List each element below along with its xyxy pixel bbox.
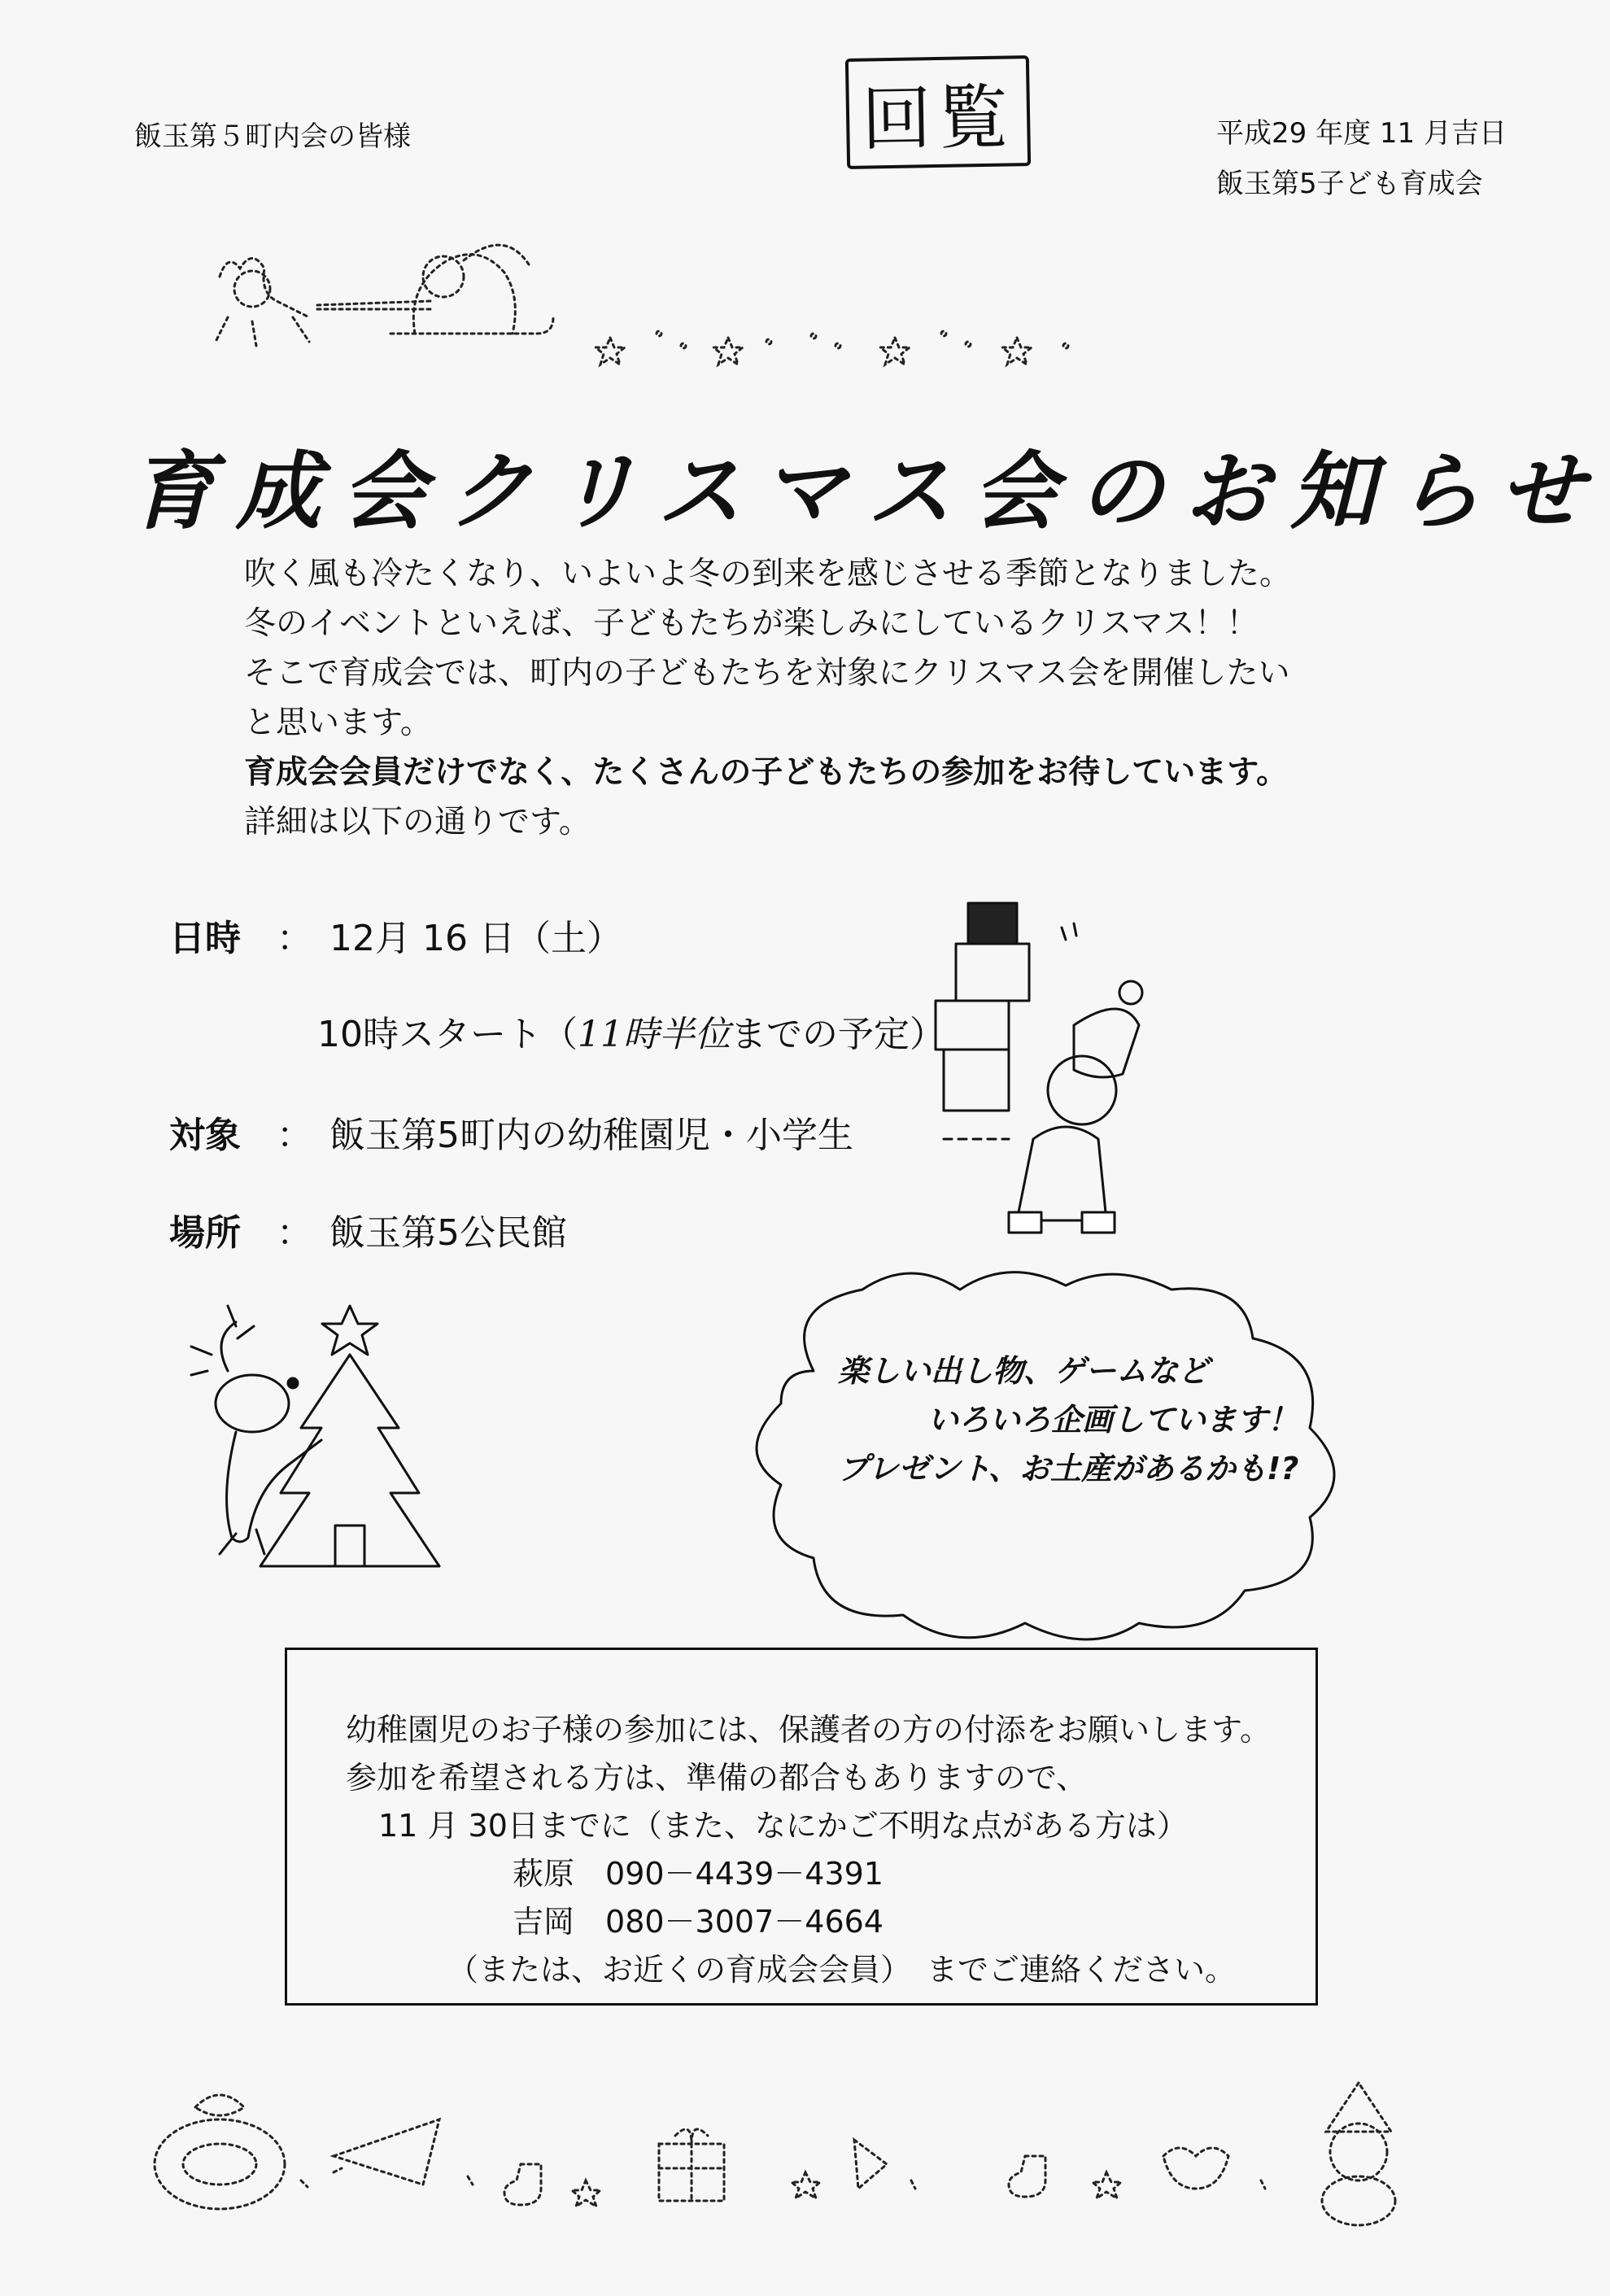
time-end: までの予定） [731, 1014, 945, 1055]
page-title: 育成会クリスマス会のお知らせ [130, 442, 1605, 541]
recipient: 飯玉第５町内会の皆様 [134, 120, 411, 153]
target-value: 飯玉第5町内の幼稚園児・小学生 [329, 1115, 853, 1156]
contact-phone: 080－3007－4664 [605, 1904, 884, 1940]
christmas-tree-icon [260, 1306, 439, 1566]
datetime-label: 日時 [169, 918, 241, 959]
sender: 飯玉第5子ども育成会 [1216, 168, 1483, 200]
target-label: 対象 [169, 1115, 241, 1156]
place-colon: ： [277, 1212, 312, 1254]
stocking-icon [504, 2164, 541, 2205]
intro-paragraph [244, 549, 1383, 847]
star-icon [594, 321, 1082, 370]
bubble-text [838, 1347, 1298, 1493]
notice-text [346, 1706, 1271, 1994]
place-label: 場所 [169, 1212, 241, 1254]
gift-boxes-icon [936, 903, 1076, 1111]
contact-name: 萩原 [513, 1856, 575, 1892]
intro-line: 詳細は以下の通りです。 [244, 804, 591, 840]
intro-line: 吹く風も冷たくなり、いよいよ冬の到来を感じさせる季節となりました。 [244, 556, 1292, 592]
intro-line: と思います。 [244, 705, 432, 741]
circulation-stamp: 回覧 [845, 55, 1031, 169]
datetime-colon: ： [277, 918, 312, 959]
notice-closing: （または、お近くの育成会会員） までご連絡ください。 [447, 1952, 1237, 1988]
intro-line: そこで育成会では、町内の子どもたちを対象にクリスマス会を開催したい [244, 655, 1290, 692]
intro-line: 冬のイベントといえば、子どもたちが楽しみにしているクリスマス！！ [244, 605, 1259, 642]
issue-date: 平成29 年度 11 月吉日 [1216, 117, 1507, 150]
bubble-line: プレゼント、お土産があるかも!? [838, 1451, 1299, 1486]
time-start: 10時スタート（ [317, 1014, 578, 1055]
snowman-icon [1322, 2083, 1395, 2225]
contact-2 [513, 1898, 1271, 1946]
reindeer-icon [179, 1290, 447, 1574]
notice-line: 11 月 30日までに（また、なにかご不明な点がある方は） [378, 1808, 1188, 1844]
date-value: 12月 16 日（土） [329, 918, 622, 959]
bubble-line: いろいろ企画しています！ [927, 1402, 1299, 1438]
intro-line: 育成会会員だけでなく、たくさんの子どもたちの参加をお待しています。 [244, 754, 1289, 791]
notice-line: 幼稚園児のお子様の参加には、保護者の方の付添をお願いします。 [346, 1712, 1271, 1748]
santa-icon [911, 895, 1155, 1253]
contact-phone: 090－4439－4391 [605, 1856, 884, 1892]
time-handwritten: 11時半位 [578, 1014, 731, 1055]
gift-icon [659, 2129, 724, 2201]
place-value: 飯玉第5公民館 [329, 1212, 567, 1254]
contact-1 [513, 1850, 1271, 1898]
time-value [317, 1014, 945, 1057]
santa-sleigh-icon [203, 228, 553, 366]
bubble-line: 楽しい出し物、ゲームなど [838, 1353, 1210, 1389]
notice-line: 参加を希望される方は、準備の都合もありますので、 [346, 1760, 1088, 1796]
bell-icon [334, 2119, 439, 2185]
contact-name: 吉岡 [513, 1904, 575, 1940]
bottom-border-decoration [130, 2058, 1481, 2229]
wreath-icon [155, 2095, 285, 2209]
target-colon: ： [277, 1115, 312, 1156]
